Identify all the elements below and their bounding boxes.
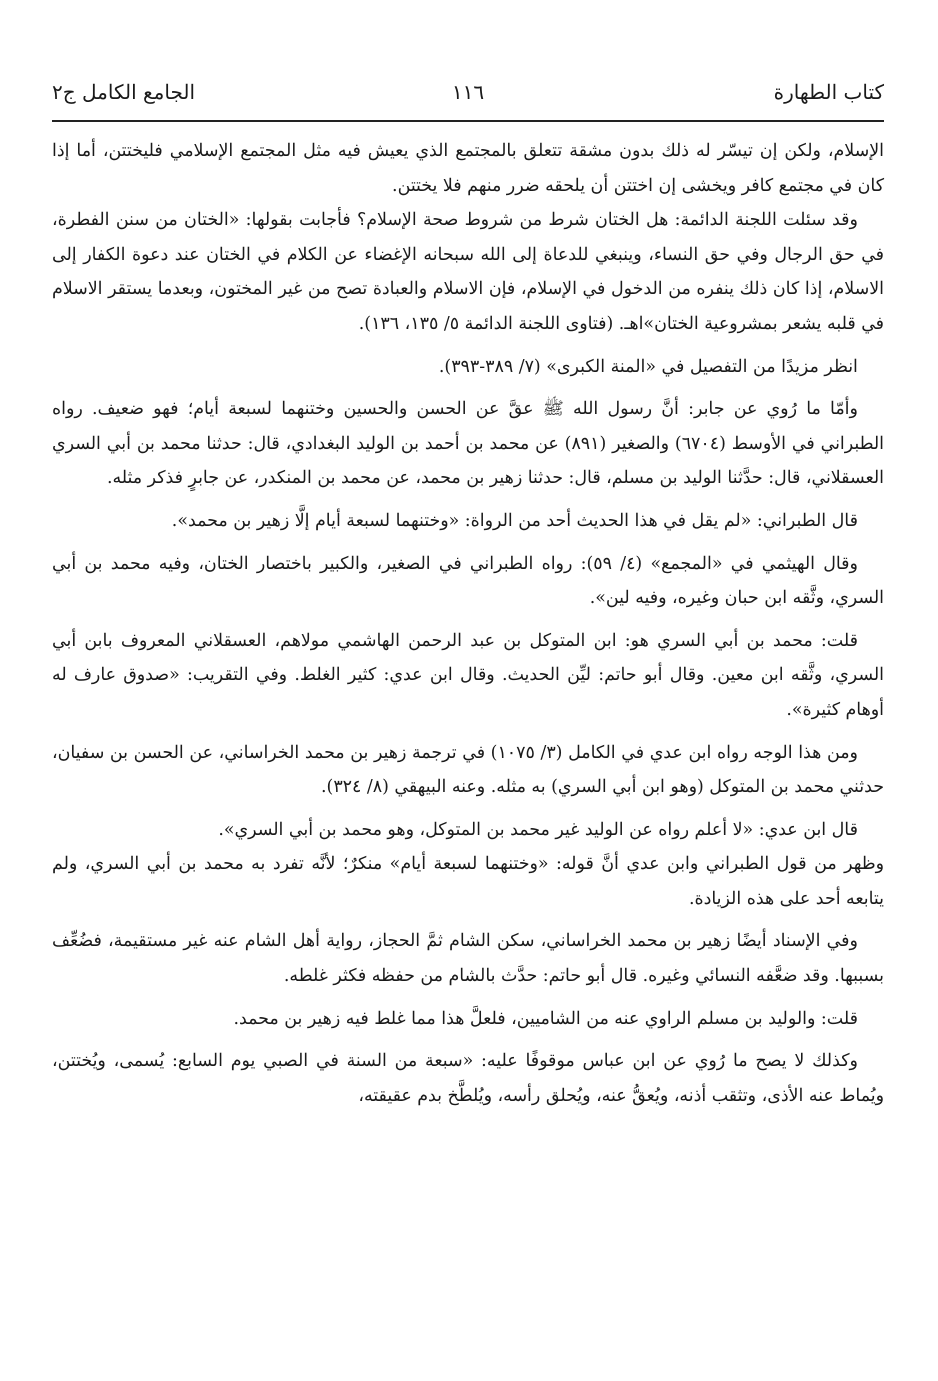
body-paragraph: قلت: والوليد بن مسلم الراوي عنه من الشاميين، فلعلَّ هذا مما غلط فيه زهير بن محمد. (233, 1008, 858, 1029)
body-paragraph: ومن هذا الوجه رواه ابن عدي في الكامل (٣/ ١٠٧٥) في ترجمة زهير بن محمد الخراساني، عن الحسن بن سفيان، حدثني محمد بن المتوكل (وهو ابن أبي السري) به مثله. وعنه البيهقي (٨/ ٣٢٤). (52, 742, 884, 798)
page-header (52, 70, 884, 114)
body-paragraph: وقال الهيثمي في «المجمع» (٤/ ٥٩): رواه الطبراني في الصغير، والكبير باختصار الختان، وفيه محمد بن أبي السري، وثَّقه ابن حبان وغيره، وفيه لين». (52, 553, 884, 609)
book-title: الجامع الكامل ج٢ (52, 80, 196, 104)
page-number: ١١٦ (451, 80, 485, 104)
chapter-title: كتاب الطهارة (773, 80, 884, 104)
body-paragraph: وكذلك لا يصح ما رُوي عن ابن عباس موقوفًا عليه: «سبعة من السنة في الصبي يوم السابع: يُسمى، ويُختتن، ويُماط عنه الأذى، وتثقب أذنه، ويُعقُّ عنه، ويُحلق رأسه، ويُلطَّخ بدم عقيقته، (52, 1051, 884, 1106)
body-paragraph: قال الطبراني: «لم يقل في هذا الحديث أحد من الرواة: «وختنهما لسبعة أيام إلَّا زهير بن محمد». (171, 510, 858, 531)
body-paragraph: وأمّا ما رُوي عن جابر: أنَّ رسول الله ﷺ عقَّ عن الحسن والحسين وختنهما لسبعة أيام؛ فهو ضعيف. رواه الطبراني في الأوسط (٦٧٠٤) والصغير (٨٩١) عن محمد بن أحمد بن الوليد البغدادي، قال: حدثنا محمد بن أبي السري العسقلاني، قال: حدَّثنا الوليد بن مسلم، قال: حدثنا زهير بن محمد، عن محمد بن المنكدر، عن جابرٍ فذكر مثله. (52, 399, 885, 489)
body-paragraph: قال ابن عدي: «لا أعلم رواه عن الوليد غير محمد بن المتوكل، وهو محمد بن أبي السري». (218, 819, 858, 840)
body-paragraph: الإسلام، ولكن إن تيسّر له ذلك بدون مشقة تتعلق بالمجتمع الذي يعيش فيه مثل المجتمع الإسلامي فليختتن، أما إذا كان في مجتمع كافر ويخشى إن اختتن أن يلحقه ضرر منهم فلا يختتن. (52, 141, 884, 196)
body-paragraph: وقد سئلت اللجنة الدائمة: هل الختان شرط من شروط صحة الإسلام؟ فأجابت بقولها: «الختان من سنن الفطرة، في حق الرجال وفي حق النساء، وينبغي للدعاة إلى الله سبحانه الإغضاء عن الكلام في الختان عند دعوة الكفار إلى الاسلام، إذا كان ذلك ينفره من الدخول في الإسلام، فإن الاسلام والعبادة تصح من غير المختون، وبعدما يستقر الاسلام في قلبه يشعر بمشروعية الختان»اهـ. (فتاوى اللجنة الدائمة ٥/ ١٣٥، ١٣٦). (52, 210, 884, 334)
body-paragraph: قلت: محمد بن أبي السري هو: ابن المتوكل بن عبد الرحمن الهاشمي مولاهم، العسقلاني المعروف بابن أبي السري، وثَّقه ابن معين. وقال أبو حاتم: ليِّن الحديث. وقال ابن عدي: كثير الغلط. وفي التقريب: «صدوق عارف له أوهام كثيرة». (52, 630, 884, 720)
body-paragraph: وفي الإسناد أيضًا زهير بن محمد الخراساني، سكن الشام ثمَّ الحجاز، رواية أهل الشام عنه غير مستقيمة، فضُعِّف بسببها. وقد ضعَّفه النسائي وغيره. قال أبو حاتم: حدَّث بالشام من حفظه فكثر غلطه. (52, 931, 884, 987)
page-body (52, 134, 884, 1113)
header-rule (52, 120, 884, 122)
body-paragraph: وظهر من قول الطبراني وابن عدي أنَّ قوله: «وختنهما لسبعة أيام» منكرٌ؛ لأنَّه تفرد به محمد بن أبي السري، ولم يتابعه أحد على هذه الزيادة. (52, 854, 884, 909)
body-paragraph: انظر مزيدًا من التفصيل في «المنة الكبرى» (٧/ ٣٨٩-٣٩٣). (438, 356, 858, 377)
